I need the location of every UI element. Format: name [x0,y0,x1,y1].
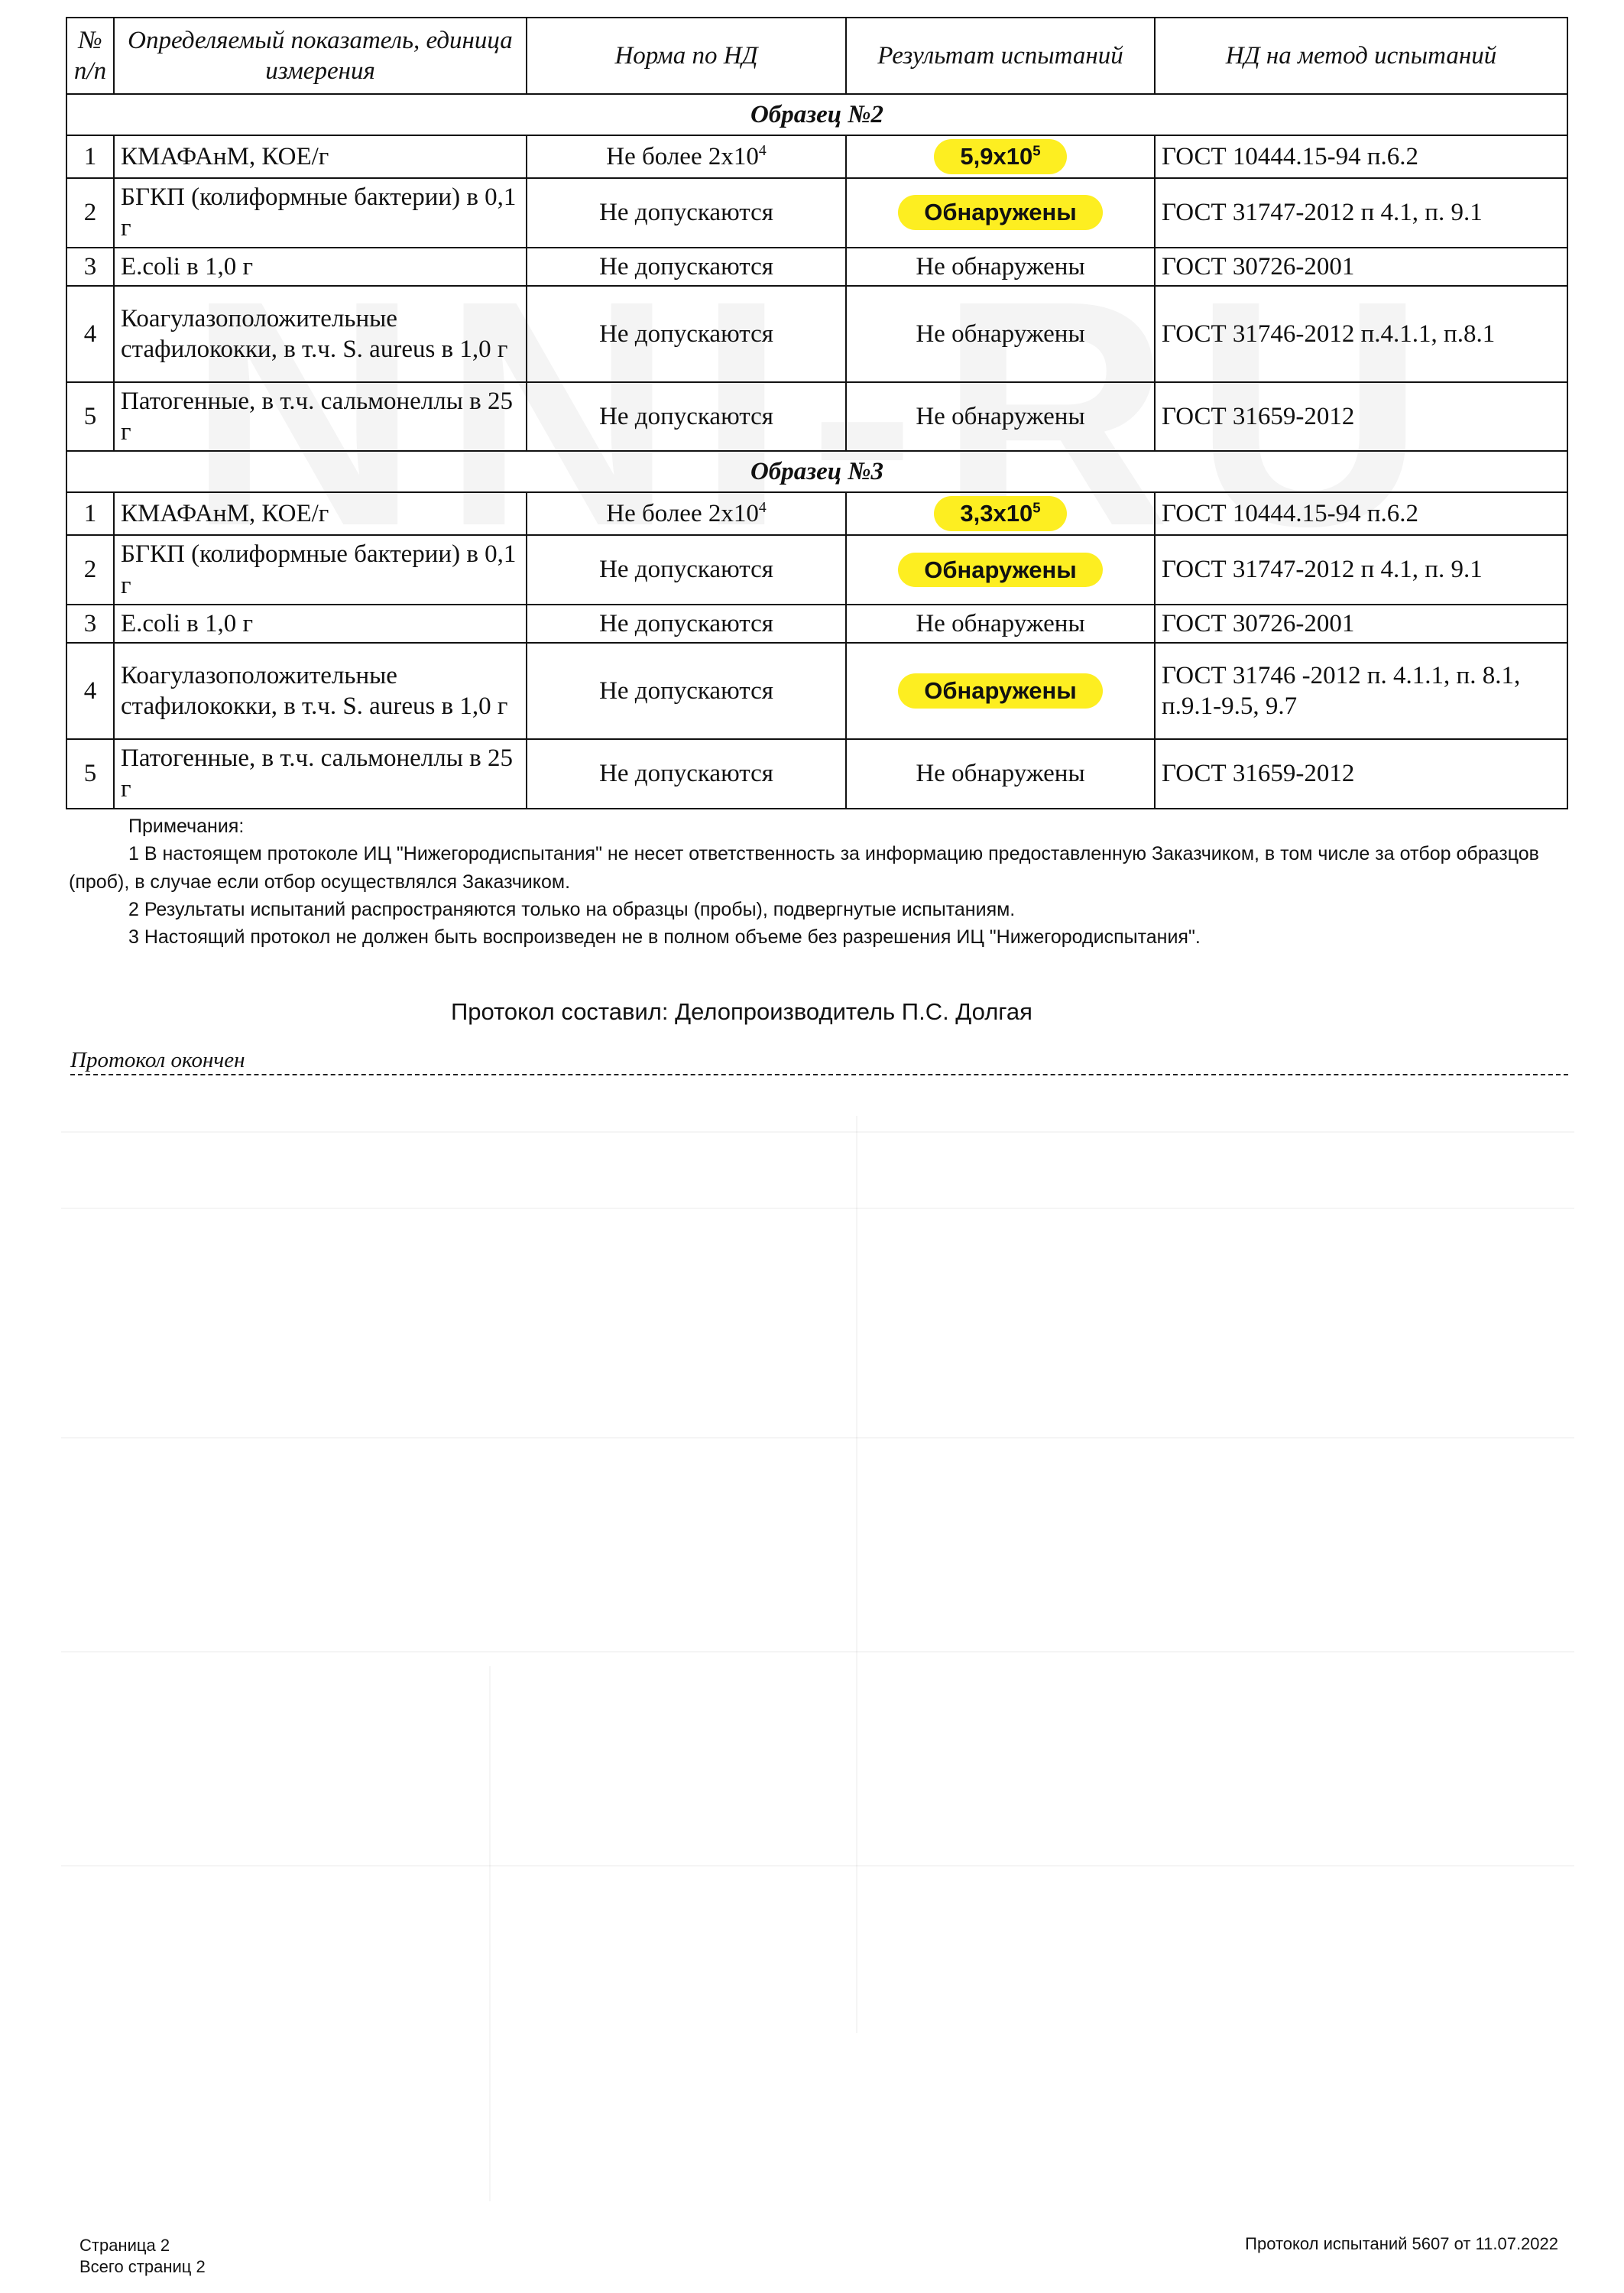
row-num: 5 [66,739,114,809]
row-result [846,535,1155,605]
norm-value: Не допускаются [599,556,773,584]
table-body [66,94,1567,809]
row-result [846,605,1155,643]
result-exponent: 5 [1032,142,1041,159]
header-method: НД на метод испытаний [1155,18,1567,94]
result-value [916,320,1084,348]
result-value [916,253,1084,281]
row-norm [527,178,846,248]
norm-value: Не допускаются [599,252,773,281]
footer-left [79,2235,206,2277]
norm-exponent: 4 [758,499,767,517]
table-row [66,739,1567,809]
table-row [66,605,1567,643]
row-method: ГОСТ 30726-2001 [1155,605,1567,643]
result-value [916,403,1084,430]
notes-title: Примечания: [128,816,245,837]
row-method: ГОСТ 10444.15-94 п.6.2 [1155,492,1567,535]
sample-header-row [66,451,1567,492]
highlighted-result [934,139,1066,174]
sample-title: Образец №2 [66,94,1567,135]
row-indicator: Коагулазоположительные стафилококки, в т.ч. S. aureus в 1,0 г [114,286,527,382]
table-row [66,178,1567,248]
row-method: ГОСТ 31747-2012 п 4.1, п. 9.1 [1155,178,1567,248]
bleed-through-background [61,1116,1574,2186]
page-number: Страница 2 [79,2236,170,2255]
norm-value: Не более 2х10 [606,142,759,170]
row-indicator: БГКП (колиформные бактерии) в 0,1 г [114,178,527,248]
result-value [916,760,1084,787]
row-indicator: E.coli в 1,0 г [114,605,527,643]
row-num: 1 [66,492,114,535]
norm-value: Не допускаются [599,609,773,637]
result-text: 3,3х10 [960,500,1033,527]
highlighted-result [898,673,1102,709]
row-indicator: КМАФАнМ, КОЕ/г [114,492,527,535]
sample-header-row [66,94,1567,135]
header-num: № п/п [66,18,114,94]
row-method: ГОСТ 31659-2012 [1155,739,1567,809]
row-indicator: Патогенные, в т.ч. сальмонеллы в 25 г [114,382,527,452]
result-text: Не обнаружены [916,609,1085,637]
highlighted-result [898,553,1102,588]
table-header-row [66,18,1567,94]
row-result [846,248,1155,286]
sample-title: Образец №3 [66,451,1567,492]
row-norm [527,535,846,605]
row-method: ГОСТ 31747-2012 п 4.1, п. 9.1 [1155,535,1567,605]
row-result [846,178,1155,248]
norm-value: Не допускаются [599,760,773,788]
row-result [846,382,1155,452]
result-text: Не обнаружены [916,252,1085,281]
table-row [66,248,1567,286]
norm-value: Не допускаются [599,402,773,430]
row-method: ГОСТ 10444.15-94 п.6.2 [1155,135,1567,178]
header-norm: Норма по НД [527,18,846,94]
row-indicator: КМАФАнМ, КОЕ/г [114,135,527,178]
row-num: 4 [66,286,114,382]
compiled-by: Протокол составил: Делопроизводитель П.С. Долгая [451,998,1032,1025]
row-num: 3 [66,248,114,286]
row-norm [527,739,846,809]
row-num: 3 [66,605,114,643]
protocol-end [70,1048,1568,1073]
norm-value: Не более 2х10 [606,500,759,528]
norm-value: Не допускаются [599,676,773,705]
norm-value: Не допускаются [599,199,773,227]
row-num: 1 [66,135,114,178]
table-row [66,382,1567,452]
row-norm [527,135,846,178]
highlighted-result [898,195,1102,230]
norm-value: Не допускаются [599,319,773,348]
highlighted-result [934,496,1066,531]
result-text: Не обнаружены [916,402,1085,430]
row-method: ГОСТ 31659-2012 [1155,382,1567,452]
row-result [846,135,1155,178]
result-text: Не обнаружены [916,760,1085,788]
table-row [66,535,1567,605]
row-norm [527,643,846,739]
header-indicator: Определяемый показатель, единица измерения [114,18,527,94]
row-norm [527,286,846,382]
result-exponent: 5 [1032,500,1041,517]
results-table [66,17,1568,809]
row-num: 4 [66,643,114,739]
row-norm [527,382,846,452]
notes [69,812,1567,951]
row-result [846,643,1155,739]
footer-protocol: Протокол испытаний 5607 от 11.07.2022 [1245,2234,1558,2253]
note-item: 2 Результаты испытаний распространяются только на образцы (пробы), подвергнутые испытаниям. [128,898,1016,920]
header-result: Результат испытаний [846,18,1155,94]
row-indicator: Коагулазоположительные стафилококки, в т.ч. S. aureus в 1,0 г [114,643,527,739]
row-num: 5 [66,382,114,452]
dashed-divider [70,1074,1568,1075]
note-item: 3 Настоящий протокол не должен быть воспроизведен не в полном объеме без разрешения ИЦ "Нижегородиспытания". [128,926,1201,948]
row-norm [527,492,846,535]
row-norm [527,248,846,286]
norm-exponent: 4 [758,141,767,159]
row-indicator: E.coli в 1,0 г [114,248,527,286]
row-method: ГОСТ 30726-2001 [1155,248,1567,286]
table-row [66,643,1567,739]
row-indicator: Патогенные, в т.ч. сальмонеллы в 25 г [114,739,527,809]
protocol-end-label: Протокол окончен [70,1048,245,1072]
row-method: ГОСТ 31746 -2012 п. 4.1.1, п. 8.1, п.9.1-9.5, 9.7 [1155,643,1567,739]
note-item: 1 В настоящем протоколе ИЦ "Нижегородиспытания" не несет ответственность за информацию предоставленную Заказчиком, в том числе за отбор образцов (проб), в случае если отбор осуществлялся Заказчиком. [69,843,1539,893]
row-indicator: БГКП (колиформные бактерии) в 0,1 г [114,535,527,605]
result-text: Обнаружены [924,199,1077,226]
row-norm [527,605,846,643]
result-value [916,610,1084,637]
row-result [846,286,1155,382]
result-text: Обнаружены [924,677,1077,705]
row-num: 2 [66,535,114,605]
result-text: 5,9х10 [960,143,1033,170]
total-pages: Всего страниц 2 [79,2256,206,2276]
row-result [846,739,1155,809]
row-method: ГОСТ 31746-2012 п.4.1.1, п.8.1 [1155,286,1567,382]
table-row [66,286,1567,382]
result-text: Обнаружены [924,556,1077,583]
row-result [846,492,1155,535]
table-row [66,135,1567,178]
result-text: Не обнаружены [916,319,1085,348]
row-num: 2 [66,178,114,248]
table-row [66,492,1567,535]
